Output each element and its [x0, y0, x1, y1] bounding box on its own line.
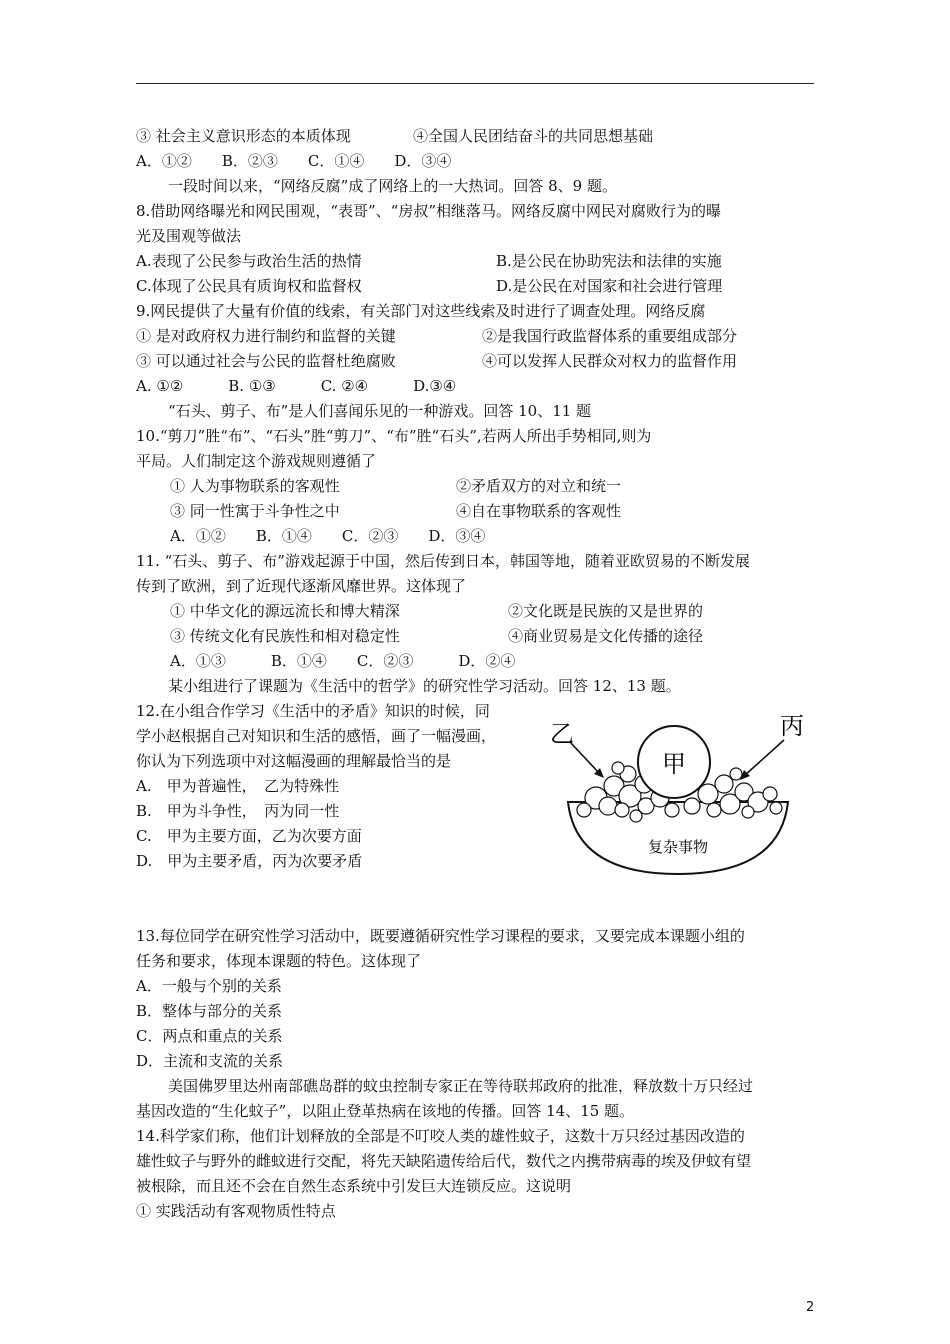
option-d: D．主流和支流的关系: [136, 1052, 284, 1070]
section-intro: “石头、剪子、布”是人们喜闻乐见的一种游戏。回答 10、11 题: [168, 402, 592, 420]
label-bing: 丙: [780, 712, 804, 740]
answer-options: A．①② B．②③ C．①④ D．③④: [136, 152, 452, 170]
option-b: B. 甲为斗争性， 丙为同一性: [136, 802, 340, 820]
option-d: D.是公民在对国家和社会进行管理: [496, 277, 723, 295]
question-14: 14.科学家们称，他们计划释放的全部是不叮咬人类的雄性蚊子，这数十万只经过基因改造的: [136, 1127, 745, 1145]
statement-1: ① 是对政府权力进行制约和监督的关键: [136, 327, 396, 345]
question-12: 12.在小组合作学习《生活中的矛盾》知识的时候，同: [136, 702, 490, 720]
bowl-label: 复杂事物: [647, 838, 709, 856]
option-c: C．两点和重点的关系: [136, 1027, 283, 1045]
section-intro: 一段时间以来，“网络反腐”成了网络上的一大热词。回答 8、9 题。: [168, 177, 617, 195]
answer-options: A．①③ B．①④ C．②③ D．②④: [170, 652, 516, 670]
statement-3: ③ 同一性寓于斗争性之中: [170, 502, 340, 520]
section-intro: 某小组进行了课题为《生活中的哲学》的研究性学习活动。回答 12、13 题。: [168, 677, 681, 695]
question-14-cont: 被根除，而且还不会在自然生态系统中引发巨大连锁反应。这说明: [136, 1177, 572, 1195]
question-10-cont: 平局。人们制定这个游戏规则遵循了: [136, 452, 377, 470]
answer-options: A．①② B．①④ C．②③ D．③④: [170, 527, 486, 545]
option-b: B．整体与部分的关系: [136, 1002, 283, 1020]
option-c: C.体现了公民具有质询权和监督权: [136, 277, 362, 295]
question-11-cont: 传到了欧洲，到了近现代逐渐风靡世界。这体现了: [136, 577, 467, 595]
statement-2: ②矛盾双方的对立和统一: [456, 477, 622, 495]
answer-options: A. ①② B. ①③ C. ②④ D.③④: [136, 377, 457, 395]
statement-2: ②文化既是民族的又是世界的: [508, 602, 704, 620]
option-a: A. 甲为普遍性， 乙为特殊性: [136, 777, 340, 795]
header-rule: [136, 83, 814, 84]
question-12-cont: 学小赵根据自己对知识和生活的感悟，画了一幅漫画，: [136, 727, 497, 745]
statement-4: ④自在事物联系的客观性: [456, 502, 622, 520]
statement-1: ① 中华文化的源远流长和博大精深: [170, 602, 400, 620]
arrow-bing: [744, 740, 784, 776]
question-10: 10.“剪刀”胜“布”、“石头”胜“剪刀”、“布”胜“石头”,若两人所出手势相同,则为: [136, 427, 652, 445]
question-9: 9.网民提供了大量有价值的线索，有关部门对这些线索及时进行了调查处理。网络反腐: [136, 302, 706, 320]
section-intro-cont: 基因改造的“生化蚊子”，以阻止登革热病在该地的传播。回答 14、15 题。: [136, 1102, 635, 1120]
label-yi: 乙: [550, 720, 574, 748]
statement-1: ① 实践活动有客观物质性特点: [136, 1202, 336, 1220]
statement-4: ④商业贸易是文化传播的途径: [508, 627, 704, 645]
option-c: C. 甲为主要方面，乙为次要方面: [136, 827, 362, 845]
option-a: A.表现了公民参与政治生活的热情: [136, 252, 362, 270]
page-number: 2: [806, 1300, 815, 1315]
question-11: 11. “石头、剪子、布”游戏起源于中国，然后传到日本，韩国等地，随着亚欧贸易的不断发展: [136, 552, 750, 570]
statement-3: ③ 可以通过社会与公民的监督杜绝腐败: [136, 352, 396, 370]
statement-4: ④可以发挥人民群众对权力的监督作用: [482, 352, 738, 370]
question-8-cont: 光及围观等做法: [136, 227, 242, 245]
question-13: 13.每位同学在研究性学习活动中，既要遵循研究性学习课程的要求，又要完成本课题小组的: [136, 927, 745, 945]
question-8: 8.借助网络曝光和网民围观，“表哥”、“房叔”相继落马。网络反腐中网民对腐败行为的曝: [136, 202, 721, 220]
question-12-cont: 你认为下列选项中对这幅漫画的理解最恰当的是: [136, 752, 452, 770]
statement-2: ②是我国行政监督体系的重要组成部分: [482, 327, 738, 345]
text-line-col2: ④全国人民团结奋斗的共同思想基础: [413, 127, 654, 145]
option-d: D. 甲为主要矛盾，丙为次要矛盾: [136, 852, 363, 870]
section-intro: 美国佛罗里达州南部礁岛群的蚊虫控制专家正在等待联邦政府的批准，释放数十万只经过: [168, 1077, 754, 1095]
contradiction-cartoon: [548, 706, 810, 878]
statement-3: ③ 传统文化有民族性和相对稳定性: [170, 627, 400, 645]
option-a: A．一般与个别的关系: [136, 977, 282, 995]
label-jia: 甲: [662, 750, 686, 778]
option-b: B.是公民在协助宪法和法律的实施: [496, 252, 722, 270]
arrow-yi: [570, 742, 600, 774]
question-14-cont: 雄性蚊子与野外的雌蚊进行交配，将先天缺陷遗传给后代，数代之内携带病毒的埃及伊蚊有望: [136, 1152, 752, 1170]
statement-1: ① 人为事物联系的客观性: [170, 477, 340, 495]
text-line: ③ 社会主义意识形态的本质体现: [136, 127, 351, 145]
question-13-cont: 任务和要求，体现本课题的特色。这体现了: [136, 952, 422, 970]
